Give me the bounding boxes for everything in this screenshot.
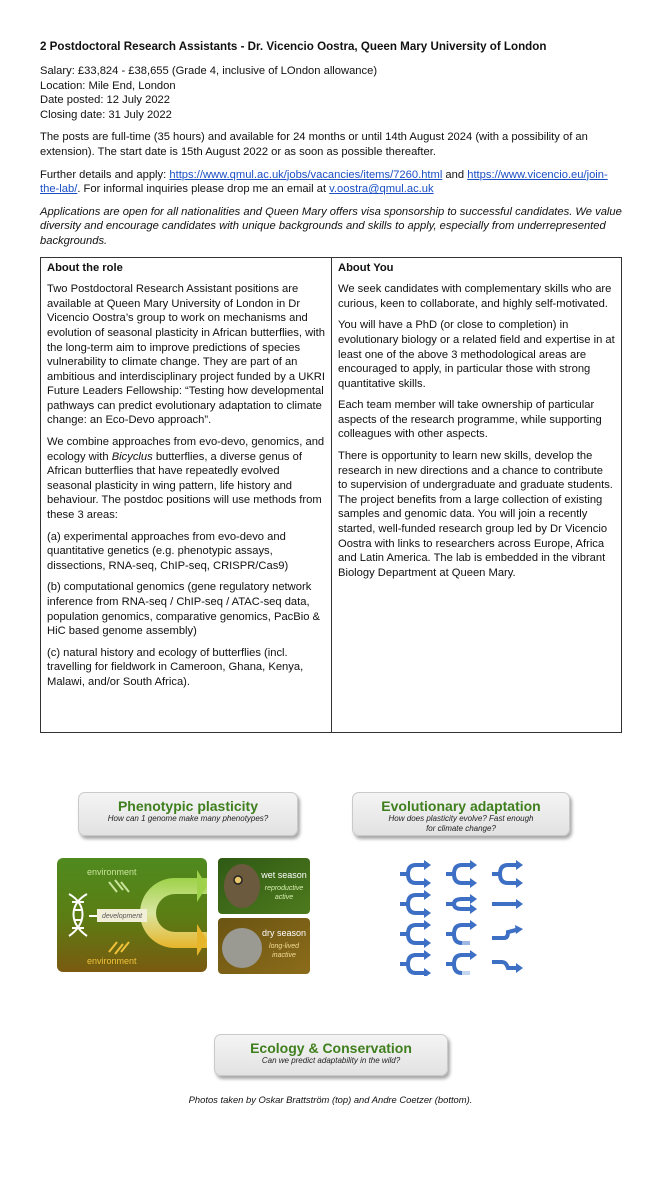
role-p2-pre: We combine approaches from evo-devo, genomics, and ecology with: [47, 436, 325, 463]
box3-subtitle: Can we predict adaptability in the wild?: [261, 1056, 401, 1065]
arrow-fading-icon: [446, 920, 477, 943]
date-posted: Date posted: 12 July 2022: [40, 94, 170, 107]
plasticity-diagram: [57, 858, 207, 972]
apply-and: and: [442, 168, 468, 181]
you-paragraph-3: Each team member will take ownership of particular aspects of the research programme, while supporting colleagues with other aspects.: [338, 399, 602, 441]
you-paragraph-2: You will have a PhD (or close to completion) in evolutionary biology or a related field and expertise in at least one of the above 3 methodological areas are encouraged to apply, in particular those with strong quantitative skills.: [338, 319, 615, 390]
arrow-fork-icon: [492, 860, 523, 888]
photo-credit: Photos taken by Oskar Brattström (top) and Andre Coetzer (bottom).: [188, 1094, 473, 1105]
ecology-conservation-box: [214, 1034, 448, 1076]
about-you-cell: [332, 257, 622, 732]
wet-line2: active: [274, 894, 294, 901]
location: Location: Mile End, London: [40, 79, 176, 92]
arrow-fork-icon: [400, 950, 431, 976]
phenotypic-plasticity-box: [78, 792, 298, 836]
arrow-narrow-icon: [446, 894, 477, 914]
about-role-heading: About the role: [47, 261, 123, 274]
salary: Salary: £33,824 - £38,655 (Grade 4, inclusive of LOndon allowance): [40, 65, 378, 77]
arrow-fork-icon: [400, 860, 431, 888]
role-table: [40, 257, 622, 733]
arrow-fork-icon: [400, 890, 431, 918]
diversity-statement: Applications are open for all nationalities and Queen Mary offers visa sponsorship to successful candidates. We value diversity and encourage candidates with unique backgrounds and skills to apply, especially from underrepresented backgrounds.: [40, 205, 622, 247]
evolutionary-adaptation-box: [352, 792, 570, 836]
job-ad: [40, 40, 622, 733]
you-paragraph-1: We seek candidates with complementary skills who are curious, keen to collaborate, and highly self-motivated.: [338, 283, 612, 310]
arrow-bend-up-icon: [492, 925, 523, 938]
job-meta: [40, 64, 622, 122]
genus-name: Bicyclus: [111, 450, 153, 463]
evolution-arrow-grid: [396, 858, 546, 976]
box2-subtitle: How does plasticity evolve? Fast enough for climate change?: [388, 814, 534, 833]
closing-date: Closing date: 31 July 2022: [40, 108, 172, 121]
wet-title: wet season: [261, 870, 307, 880]
role-paragraph-1: Two Postdoctoral Research Assistant positions are available at Queen Mary University of London in Dr Vicencio Oostra’s group to work on mechanisms and evolution of seasonal plasticity in African butterflies, with the long-term aim to improve predictions of species vulnerability to climate change. They are part of an ambitious and interdisciplinary project funded by a UKRI Future Leaders Fellowship: “Testing how developmental pathways can predict evolutionary adaptation to climate change: an Eco-Devo approach”.: [47, 283, 325, 427]
arrow-straight-icon: [492, 899, 523, 909]
arrow-faded-icon: [446, 950, 477, 973]
you-paragraph-4: There is opportunity to learn new skills, develop the research in new directions and a chance to contribute to supervision of undergraduate and graduate students. The project benefits from a large collection of existing samples and genomic data. You will join a recently started, well-funded research group led by Dr Vicencio Oostra with links to researchers across Europe, Africa and Latin America. The lab is embedded in the vibrant Biology Department at Queen Mary.: [338, 450, 613, 579]
wet-season-photo: [218, 858, 310, 914]
dry-line1: long-lived: [269, 943, 299, 950]
intro-paragraph: The posts are full-time (35 hours) and available for 24 months or until 14th August 2024 (with a possibility of an extension). The start date is 15th August 2022 or as soon as possible thereafter.: [40, 131, 588, 158]
apply-paragraph: [40, 168, 622, 197]
box1-title: Phenotypic plasticity: [117, 798, 259, 814]
role-p2-post: butterflies, a diverse genus of African butterflies that have repeatedly evolved seasonal plasticity in wing pattern, life history and behaviour. The postdoc positions will use methods from these 3 areas:: [47, 450, 322, 522]
role-paragraph-2: [47, 435, 325, 523]
lab-link[interactable]: https://www.vicencio.eu/join-the-lab/: [40, 168, 608, 196]
method-a: (a) experimental approaches from evo-devo and quantitative genetics (e.g. phenotypic assays, dissections, RNA-seq, ChIP-seq, CRISPR/Cas9): [47, 530, 289, 572]
dry-title: dry season: [261, 928, 307, 938]
wet-butterfly-icon: [224, 864, 260, 908]
wet-line1: reproductive: [264, 885, 304, 892]
page-title: 2 Postdoctoral Research Assistants - Dr. Vicencio Oostra, Queen Mary University of London: [40, 40, 547, 53]
method-b: (b) computational genomics (gene regulatory network inference from RNA-seq / ChIP-seq / ATAC-seq data, population genomics, comparative genomics, PacBio & HiC based genome assembly): [47, 581, 320, 638]
apply-mid: . For informal inquiries please drop me an email at: [77, 183, 330, 196]
environment-top-label: environment: [87, 867, 137, 877]
arrow-fork-icon: [400, 920, 431, 948]
about-role-cell: [41, 257, 332, 732]
box2-title: Evolutionary adaptation: [381, 798, 541, 814]
dry-line2: inactive: [272, 952, 296, 959]
arrow-bend-down-icon: [492, 962, 523, 973]
method-c: (c) natural history and ecology of butterflies (incl. travelling for fieldwork in Cameroon, Ghana, Kenya, Malawi, and/or South Africa).: [47, 646, 304, 688]
dry-butterfly-icon: [222, 928, 262, 968]
about-you-heading: About You: [338, 261, 394, 274]
dry-season-photo: [218, 918, 310, 974]
box1-subtitle: How can 1 genome make many phenotypes?: [107, 814, 269, 823]
arrow-fork-icon: [446, 860, 477, 888]
email-link[interactable]: v.oostra@qmul.ac.uk: [329, 183, 434, 196]
development-label: development: [101, 913, 143, 920]
vacancy-link[interactable]: https://www.qmul.ac.uk/jobs/vacancies/items/7260.html: [169, 168, 443, 181]
apply-prefix: Further details and apply:: [40, 168, 170, 181]
box3-title: Ecology & Conservation: [250, 1040, 412, 1056]
environment-bottom-label: environment: [87, 956, 137, 966]
